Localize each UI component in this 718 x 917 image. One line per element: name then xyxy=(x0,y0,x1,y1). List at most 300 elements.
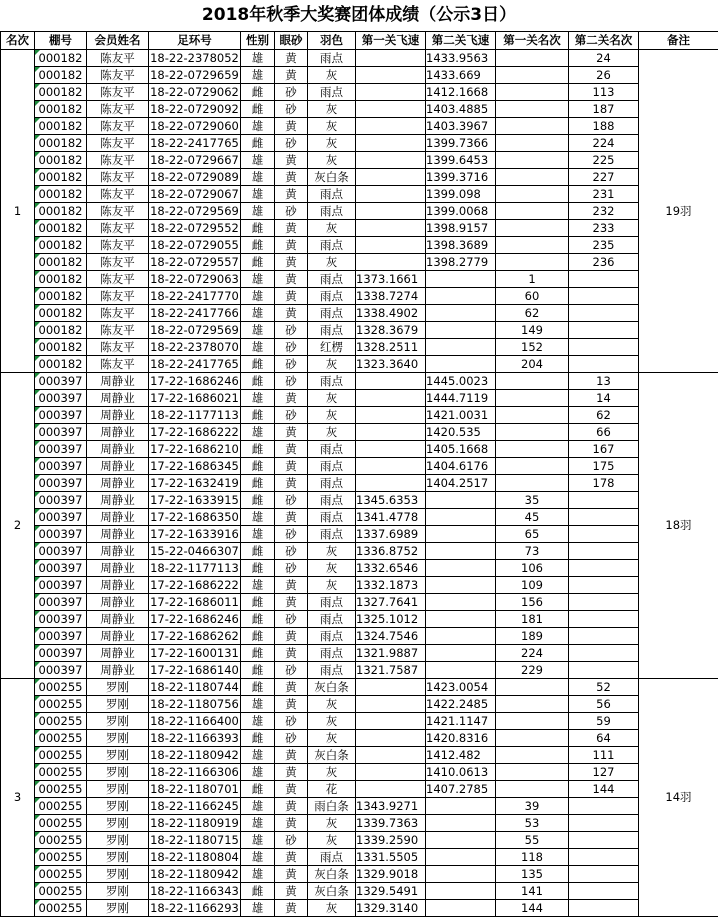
eye-cell[interactable]: 砂 xyxy=(275,339,308,356)
color-cell[interactable]: 灰 xyxy=(308,900,356,917)
loft-number-cell[interactable]: 000182 xyxy=(35,101,87,118)
stage2-rank-cell[interactable] xyxy=(569,866,639,883)
member-name-cell[interactable]: 陈友平 xyxy=(87,305,149,322)
stage2-rank-cell[interactable]: 236 xyxy=(569,254,639,271)
stage1-speed-cell[interactable] xyxy=(356,475,426,492)
member-name-cell[interactable]: 周静业 xyxy=(87,577,149,594)
stage2-speed-cell[interactable] xyxy=(426,628,496,645)
eye-cell[interactable]: 砂 xyxy=(275,407,308,424)
stage1-speed-cell[interactable]: 1339.2590 xyxy=(356,832,426,849)
loft-number-cell[interactable]: 000255 xyxy=(35,832,87,849)
stage2-speed-cell[interactable] xyxy=(426,492,496,509)
stage1-rank-cell[interactable] xyxy=(496,764,569,781)
sex-cell[interactable]: 雌 xyxy=(241,560,275,577)
eye-cell[interactable]: 黄 xyxy=(275,747,308,764)
stage1-rank-cell[interactable] xyxy=(496,50,569,67)
member-name-cell[interactable]: 罗刚 xyxy=(87,781,149,798)
stage1-rank-cell[interactable]: 149 xyxy=(496,322,569,339)
eye-cell[interactable]: 黄 xyxy=(275,781,308,798)
color-cell[interactable]: 灰白条 xyxy=(308,679,356,696)
stage2-speed-cell[interactable] xyxy=(426,288,496,305)
eye-cell[interactable]: 砂 xyxy=(275,356,308,373)
eye-cell[interactable]: 黄 xyxy=(275,849,308,866)
member-name-cell[interactable]: 周静业 xyxy=(87,390,149,407)
loft-number-cell[interactable]: 000182 xyxy=(35,118,87,135)
stage2-rank-cell[interactable] xyxy=(569,815,639,832)
color-cell[interactable]: 雨点 xyxy=(308,458,356,475)
sex-cell[interactable]: 雄 xyxy=(241,50,275,67)
stage1-speed-cell[interactable]: 1328.2511 xyxy=(356,339,426,356)
color-cell[interactable]: 红楞 xyxy=(308,339,356,356)
stage2-rank-cell[interactable]: 62 xyxy=(569,407,639,424)
sex-cell[interactable]: 雄 xyxy=(241,67,275,84)
stage1-rank-cell[interactable] xyxy=(496,424,569,441)
loft-number-cell[interactable]: 000397 xyxy=(35,475,87,492)
color-cell[interactable]: 灰白条 xyxy=(308,883,356,900)
stage1-rank-cell[interactable] xyxy=(496,84,569,101)
stage1-speed-cell[interactable]: 1328.3679 xyxy=(356,322,426,339)
eye-cell[interactable]: 黄 xyxy=(275,254,308,271)
ring-number-cell[interactable]: 18-22-0729067 xyxy=(150,186,239,201)
stage1-rank-cell[interactable]: 109 xyxy=(496,577,569,594)
loft-number-cell[interactable]: 000182 xyxy=(35,135,87,152)
member-name-cell[interactable]: 周静业 xyxy=(87,560,149,577)
ring-number-cell[interactable]: 18-22-2378052 xyxy=(150,50,239,65)
stage2-rank-cell[interactable]: 233 xyxy=(569,220,639,237)
stage1-rank-cell[interactable] xyxy=(496,475,569,492)
sex-cell[interactable]: 雌 xyxy=(241,543,275,560)
sex-cell[interactable]: 雌 xyxy=(241,101,275,118)
eye-cell[interactable]: 黄 xyxy=(275,679,308,696)
header-cell[interactable]: 眼砂 xyxy=(275,32,308,50)
loft-number-cell[interactable]: 000255 xyxy=(35,866,87,883)
member-name-cell[interactable]: 周静业 xyxy=(87,526,149,543)
stage2-speed-cell[interactable]: 1444.7119 xyxy=(426,390,496,407)
loft-number-cell[interactable]: 000255 xyxy=(35,900,87,917)
eye-cell[interactable]: 黄 xyxy=(275,118,308,135)
ring-number-cell[interactable]: 17-22-1686246 xyxy=(150,611,239,626)
eye-cell[interactable]: 黄 xyxy=(275,883,308,900)
team-rank-cell[interactable]: 3 xyxy=(1,679,35,917)
color-cell[interactable]: 雨点 xyxy=(308,237,356,254)
stage1-speed-cell[interactable] xyxy=(356,458,426,475)
stage1-rank-cell[interactable]: 1 xyxy=(496,271,569,288)
sex-cell[interactable]: 雄 xyxy=(241,900,275,917)
stage1-speed-cell[interactable] xyxy=(356,152,426,169)
eye-cell[interactable]: 砂 xyxy=(275,832,308,849)
eye-cell[interactable]: 砂 xyxy=(275,492,308,509)
stage2-speed-cell[interactable]: 1405.1668 xyxy=(426,441,496,458)
stage2-rank-cell[interactable]: 66 xyxy=(569,424,639,441)
stage2-rank-cell[interactable]: 14 xyxy=(569,390,639,407)
color-cell[interactable]: 花 xyxy=(308,781,356,798)
color-cell[interactable]: 灰 xyxy=(308,832,356,849)
stage2-rank-cell[interactable] xyxy=(569,271,639,288)
ring-number-cell[interactable]: 18-22-1180942 xyxy=(150,747,239,762)
eye-cell[interactable]: 黄 xyxy=(275,288,308,305)
ring-number-cell[interactable]: 18-22-1180744 xyxy=(150,679,239,694)
stage2-rank-cell[interactable] xyxy=(569,543,639,560)
member-name-cell[interactable]: 罗刚 xyxy=(87,900,149,917)
stage2-speed-cell[interactable]: 1398.9157 xyxy=(426,220,496,237)
ring-number-cell[interactable]: 17-22-1686350 xyxy=(150,509,239,524)
color-cell[interactable]: 雨点 xyxy=(308,849,356,866)
member-name-cell[interactable]: 陈友平 xyxy=(87,50,149,67)
stage2-rank-cell[interactable]: 187 xyxy=(569,101,639,118)
loft-number-cell[interactable]: 000182 xyxy=(35,322,87,339)
stage1-rank-cell[interactable] xyxy=(496,373,569,390)
member-name-cell[interactable]: 周静业 xyxy=(87,424,149,441)
sex-cell[interactable]: 雌 xyxy=(241,475,275,492)
stage1-speed-cell[interactable]: 1324.7546 xyxy=(356,628,426,645)
stage1-rank-cell[interactable]: 45 xyxy=(496,509,569,526)
stage1-rank-cell[interactable]: 65 xyxy=(496,526,569,543)
sex-cell[interactable]: 雌 xyxy=(241,628,275,645)
loft-number-cell[interactable]: 000182 xyxy=(35,237,87,254)
stage2-rank-cell[interactable] xyxy=(569,560,639,577)
stage2-rank-cell[interactable]: 235 xyxy=(569,237,639,254)
stage2-speed-cell[interactable] xyxy=(426,662,496,679)
ring-number-cell[interactable]: 17-22-1686246 xyxy=(150,373,239,388)
member-name-cell[interactable]: 周静业 xyxy=(87,594,149,611)
stage1-speed-cell[interactable] xyxy=(356,237,426,254)
stage1-rank-cell[interactable]: 189 xyxy=(496,628,569,645)
stage1-rank-cell[interactable]: 204 xyxy=(496,356,569,373)
stage1-rank-cell[interactable]: 144 xyxy=(496,900,569,917)
stage1-speed-cell[interactable] xyxy=(356,424,426,441)
stage1-rank-cell[interactable] xyxy=(496,713,569,730)
stage2-speed-cell[interactable]: 1420.8316 xyxy=(426,730,496,747)
ring-number-cell[interactable]: 18-22-1180804 xyxy=(150,849,239,864)
member-name-cell[interactable]: 周静业 xyxy=(87,492,149,509)
member-name-cell[interactable]: 陈友平 xyxy=(87,220,149,237)
eye-cell[interactable]: 砂 xyxy=(275,730,308,747)
stage1-speed-cell[interactable] xyxy=(356,696,426,713)
sex-cell[interactable]: 雌 xyxy=(241,730,275,747)
loft-number-cell[interactable]: 000182 xyxy=(35,271,87,288)
loft-number-cell[interactable]: 000182 xyxy=(35,84,87,101)
header-cell[interactable]: 足环号 xyxy=(149,32,241,50)
member-name-cell[interactable]: 罗刚 xyxy=(87,764,149,781)
stage1-speed-cell[interactable]: 1339.7363 xyxy=(356,815,426,832)
stage1-speed-cell[interactable] xyxy=(356,101,426,118)
stage2-rank-cell[interactable]: 64 xyxy=(569,730,639,747)
stage1-rank-cell[interactable] xyxy=(496,390,569,407)
stage2-speed-cell[interactable]: 1403.4885 xyxy=(426,101,496,118)
eye-cell[interactable]: 砂 xyxy=(275,373,308,390)
team-rank-cell[interactable]: 2 xyxy=(1,373,35,679)
color-cell[interactable]: 雨点 xyxy=(308,611,356,628)
stage2-speed-cell[interactable] xyxy=(426,900,496,917)
stage1-speed-cell[interactable]: 1329.3140 xyxy=(356,900,426,917)
ring-number-cell[interactable]: 18-22-1166306 xyxy=(150,764,239,779)
stage1-speed-cell[interactable]: 1321.9887 xyxy=(356,645,426,662)
stage1-speed-cell[interactable] xyxy=(356,764,426,781)
stage1-speed-cell[interactable] xyxy=(356,390,426,407)
eye-cell[interactable]: 砂 xyxy=(275,611,308,628)
eye-cell[interactable]: 砂 xyxy=(275,543,308,560)
member-name-cell[interactable]: 周静业 xyxy=(87,373,149,390)
stage1-speed-cell[interactable]: 1331.5505 xyxy=(356,849,426,866)
ring-number-cell[interactable]: 18-22-0729062 xyxy=(150,84,239,99)
eye-cell[interactable]: 黄 xyxy=(275,764,308,781)
header-cell[interactable]: 名次 xyxy=(1,32,35,50)
sex-cell[interactable]: 雌 xyxy=(241,373,275,390)
eye-cell[interactable]: 黄 xyxy=(275,169,308,186)
color-cell[interactable]: 雨点 xyxy=(308,509,356,526)
loft-number-cell[interactable]: 000255 xyxy=(35,815,87,832)
loft-number-cell[interactable]: 000182 xyxy=(35,220,87,237)
stage1-speed-cell[interactable]: 1332.1873 xyxy=(356,577,426,594)
eye-cell[interactable]: 黄 xyxy=(275,628,308,645)
loft-number-cell[interactable]: 000182 xyxy=(35,50,87,67)
header-cell[interactable]: 第一关名次 xyxy=(496,32,569,50)
color-cell[interactable]: 灰 xyxy=(308,407,356,424)
stage1-speed-cell[interactable]: 1343.9271 xyxy=(356,798,426,815)
loft-number-cell[interactable]: 000182 xyxy=(35,305,87,322)
stage1-rank-cell[interactable]: 224 xyxy=(496,645,569,662)
stage1-rank-cell[interactable] xyxy=(496,67,569,84)
ring-number-cell[interactable]: 18-22-2417770 xyxy=(150,288,239,303)
stage2-rank-cell[interactable]: 24 xyxy=(569,50,639,67)
color-cell[interactable]: 雨点 xyxy=(308,322,356,339)
member-name-cell[interactable]: 陈友平 xyxy=(87,237,149,254)
member-name-cell[interactable]: 陈友平 xyxy=(87,356,149,373)
stage1-rank-cell[interactable]: 141 xyxy=(496,883,569,900)
stage1-speed-cell[interactable] xyxy=(356,135,426,152)
stage2-speed-cell[interactable] xyxy=(426,356,496,373)
stage1-rank-cell[interactable]: 73 xyxy=(496,543,569,560)
sex-cell[interactable]: 雌 xyxy=(241,254,275,271)
header-cell[interactable]: 第二关飞速 xyxy=(426,32,496,50)
stage2-rank-cell[interactable] xyxy=(569,645,639,662)
stage1-rank-cell[interactable]: 135 xyxy=(496,866,569,883)
stage1-rank-cell[interactable]: 106 xyxy=(496,560,569,577)
color-cell[interactable]: 雨点 xyxy=(308,594,356,611)
ring-number-cell[interactable]: 18-22-1166393 xyxy=(150,730,239,745)
stage2-speed-cell[interactable]: 1433.9563 xyxy=(426,50,496,67)
ring-number-cell[interactable]: 17-22-1686021 xyxy=(150,390,239,405)
stage1-speed-cell[interactable] xyxy=(356,713,426,730)
color-cell[interactable]: 灰 xyxy=(308,254,356,271)
color-cell[interactable]: 灰 xyxy=(308,101,356,118)
member-name-cell[interactable]: 陈友平 xyxy=(87,135,149,152)
stage2-rank-cell[interactable] xyxy=(569,288,639,305)
ring-number-cell[interactable]: 17-22-1686222 xyxy=(150,577,239,592)
stage2-rank-cell[interactable] xyxy=(569,832,639,849)
eye-cell[interactable]: 黄 xyxy=(275,645,308,662)
loft-number-cell[interactable]: 000182 xyxy=(35,254,87,271)
color-cell[interactable]: 灰 xyxy=(308,730,356,747)
ring-number-cell[interactable]: 17-22-1686262 xyxy=(150,628,239,643)
stage2-rank-cell[interactable] xyxy=(569,492,639,509)
loft-number-cell[interactable]: 000255 xyxy=(35,696,87,713)
stage1-speed-cell[interactable] xyxy=(356,84,426,101)
stage2-speed-cell[interactable]: 1404.6176 xyxy=(426,458,496,475)
color-cell[interactable]: 雨点 xyxy=(308,628,356,645)
color-cell[interactable]: 灰 xyxy=(308,560,356,577)
eye-cell[interactable]: 黄 xyxy=(275,577,308,594)
color-cell[interactable]: 雨点 xyxy=(308,645,356,662)
loft-number-cell[interactable]: 000397 xyxy=(35,662,87,679)
stage1-speed-cell[interactable] xyxy=(356,50,426,67)
stage1-speed-cell[interactable] xyxy=(356,730,426,747)
header-cell[interactable]: 羽色 xyxy=(308,32,356,50)
stage2-speed-cell[interactable] xyxy=(426,560,496,577)
team-note-cell[interactable]: 14羽 xyxy=(639,679,718,917)
color-cell[interactable]: 雨点 xyxy=(308,203,356,220)
member-name-cell[interactable]: 周静业 xyxy=(87,543,149,560)
color-cell[interactable]: 灰 xyxy=(308,356,356,373)
sex-cell[interactable]: 雄 xyxy=(241,424,275,441)
sex-cell[interactable]: 雄 xyxy=(241,152,275,169)
stage1-rank-cell[interactable] xyxy=(496,747,569,764)
stage2-speed-cell[interactable] xyxy=(426,798,496,815)
sex-cell[interactable]: 雄 xyxy=(241,832,275,849)
member-name-cell[interactable]: 罗刚 xyxy=(87,713,149,730)
member-name-cell[interactable]: 陈友平 xyxy=(87,118,149,135)
ring-number-cell[interactable]: 18-22-0729089 xyxy=(150,169,239,184)
stage2-rank-cell[interactable] xyxy=(569,305,639,322)
stage1-speed-cell[interactable]: 1325.1012 xyxy=(356,611,426,628)
stage2-rank-cell[interactable]: 225 xyxy=(569,152,639,169)
sex-cell[interactable]: 雌 xyxy=(241,492,275,509)
stage1-speed-cell[interactable]: 1323.3640 xyxy=(356,356,426,373)
stage1-speed-cell[interactable]: 1373.1661 xyxy=(356,271,426,288)
color-cell[interactable]: 灰 xyxy=(308,543,356,560)
loft-number-cell[interactable]: 000182 xyxy=(35,67,87,84)
stage2-rank-cell[interactable]: 188 xyxy=(569,118,639,135)
stage1-rank-cell[interactable]: 229 xyxy=(496,662,569,679)
sex-cell[interactable]: 雌 xyxy=(241,220,275,237)
stage1-rank-cell[interactable]: 35 xyxy=(496,492,569,509)
ring-number-cell[interactable]: 18-22-1177113 xyxy=(150,407,239,422)
stage1-rank-cell[interactable]: 53 xyxy=(496,815,569,832)
color-cell[interactable]: 灰白条 xyxy=(308,747,356,764)
loft-number-cell[interactable]: 000397 xyxy=(35,492,87,509)
loft-number-cell[interactable]: 000397 xyxy=(35,560,87,577)
stage2-speed-cell[interactable] xyxy=(426,526,496,543)
stage1-rank-cell[interactable] xyxy=(496,152,569,169)
stage2-speed-cell[interactable]: 1398.2779 xyxy=(426,254,496,271)
loft-number-cell[interactable]: 000255 xyxy=(35,730,87,747)
header-cell[interactable]: 第一关飞速 xyxy=(356,32,426,50)
stage1-speed-cell[interactable] xyxy=(356,407,426,424)
color-cell[interactable]: 雨点 xyxy=(308,373,356,390)
member-name-cell[interactable]: 陈友平 xyxy=(87,203,149,220)
member-name-cell[interactable]: 罗刚 xyxy=(87,747,149,764)
color-cell[interactable]: 雨点 xyxy=(308,526,356,543)
member-name-cell[interactable]: 罗刚 xyxy=(87,730,149,747)
eye-cell[interactable]: 砂 xyxy=(275,560,308,577)
ring-number-cell[interactable]: 18-22-1166245 xyxy=(150,798,239,813)
eye-cell[interactable]: 黄 xyxy=(275,271,308,288)
color-cell[interactable]: 灰白条 xyxy=(308,866,356,883)
stage1-speed-cell[interactable]: 1329.5491 xyxy=(356,883,426,900)
stage2-speed-cell[interactable]: 1421.0031 xyxy=(426,407,496,424)
stage1-speed-cell[interactable] xyxy=(356,441,426,458)
loft-number-cell[interactable]: 000255 xyxy=(35,781,87,798)
ring-number-cell[interactable]: 18-22-0729055 xyxy=(150,237,239,252)
stage2-speed-cell[interactable]: 1445.0023 xyxy=(426,373,496,390)
color-cell[interactable]: 灰 xyxy=(308,220,356,237)
eye-cell[interactable]: 黄 xyxy=(275,186,308,203)
stage2-rank-cell[interactable]: 167 xyxy=(569,441,639,458)
stage2-rank-cell[interactable] xyxy=(569,900,639,917)
color-cell[interactable]: 灰 xyxy=(308,696,356,713)
team-rank-cell[interactable]: 1 xyxy=(1,50,35,373)
stage2-rank-cell[interactable]: 231 xyxy=(569,186,639,203)
header-cell[interactable]: 会员姓名 xyxy=(87,32,149,50)
member-name-cell[interactable]: 周静业 xyxy=(87,475,149,492)
team-note-cell[interactable]: 18羽 xyxy=(639,373,718,679)
ring-number-cell[interactable]: 18-22-2378070 xyxy=(150,339,239,354)
stage2-rank-cell[interactable]: 127 xyxy=(569,764,639,781)
header-cell[interactable]: 棚号 xyxy=(35,32,87,50)
loft-number-cell[interactable]: 000397 xyxy=(35,390,87,407)
ring-number-cell[interactable]: 18-22-1166400 xyxy=(150,713,239,728)
member-name-cell[interactable]: 陈友平 xyxy=(87,254,149,271)
color-cell[interactable]: 灰 xyxy=(308,152,356,169)
stage1-speed-cell[interactable]: 1327.7641 xyxy=(356,594,426,611)
eye-cell[interactable]: 砂 xyxy=(275,526,308,543)
sex-cell[interactable]: 雌 xyxy=(241,135,275,152)
stage1-rank-cell[interactable]: 118 xyxy=(496,849,569,866)
stage1-speed-cell[interactable] xyxy=(356,220,426,237)
ring-number-cell[interactable]: 17-22-1686345 xyxy=(150,458,239,473)
sex-cell[interactable]: 雄 xyxy=(241,305,275,322)
stage1-rank-cell[interactable]: 181 xyxy=(496,611,569,628)
sex-cell[interactable]: 雌 xyxy=(241,781,275,798)
ring-number-cell[interactable]: 17-22-1686222 xyxy=(150,424,239,439)
stage2-speed-cell[interactable] xyxy=(426,322,496,339)
stage1-rank-cell[interactable] xyxy=(496,220,569,237)
sex-cell[interactable]: 雄 xyxy=(241,186,275,203)
stage2-speed-cell[interactable]: 1407.2785 xyxy=(426,781,496,798)
sex-cell[interactable]: 雄 xyxy=(241,764,275,781)
stage1-rank-cell[interactable]: 39 xyxy=(496,798,569,815)
member-name-cell[interactable]: 陈友平 xyxy=(87,339,149,356)
eye-cell[interactable]: 黄 xyxy=(275,424,308,441)
sex-cell[interactable]: 雄 xyxy=(241,390,275,407)
loft-number-cell[interactable]: 000397 xyxy=(35,645,87,662)
stage1-speed-cell[interactable] xyxy=(356,169,426,186)
sex-cell[interactable]: 雌 xyxy=(241,662,275,679)
stage2-rank-cell[interactable] xyxy=(569,611,639,628)
loft-number-cell[interactable]: 000182 xyxy=(35,288,87,305)
ring-number-cell[interactable]: 18-22-0729569 xyxy=(150,322,239,337)
loft-number-cell[interactable]: 000182 xyxy=(35,186,87,203)
stage2-rank-cell[interactable] xyxy=(569,883,639,900)
loft-number-cell[interactable]: 000182 xyxy=(35,169,87,186)
stage1-rank-cell[interactable] xyxy=(496,237,569,254)
color-cell[interactable]: 雨白条 xyxy=(308,798,356,815)
stage2-rank-cell[interactable] xyxy=(569,849,639,866)
loft-number-cell[interactable]: 000397 xyxy=(35,373,87,390)
eye-cell[interactable]: 黄 xyxy=(275,866,308,883)
ring-number-cell[interactable]: 15-22-0466307 xyxy=(150,543,239,558)
ring-number-cell[interactable]: 18-22-2417766 xyxy=(150,305,239,320)
eye-cell[interactable]: 黄 xyxy=(275,441,308,458)
color-cell[interactable]: 雨点 xyxy=(308,441,356,458)
stage2-rank-cell[interactable]: 113 xyxy=(569,84,639,101)
ring-number-cell[interactable]: 18-22-0729552 xyxy=(150,220,239,235)
member-name-cell[interactable]: 陈友平 xyxy=(87,186,149,203)
sex-cell[interactable]: 雄 xyxy=(241,526,275,543)
sex-cell[interactable]: 雄 xyxy=(241,509,275,526)
stage1-rank-cell[interactable]: 60 xyxy=(496,288,569,305)
eye-cell[interactable]: 砂 xyxy=(275,135,308,152)
